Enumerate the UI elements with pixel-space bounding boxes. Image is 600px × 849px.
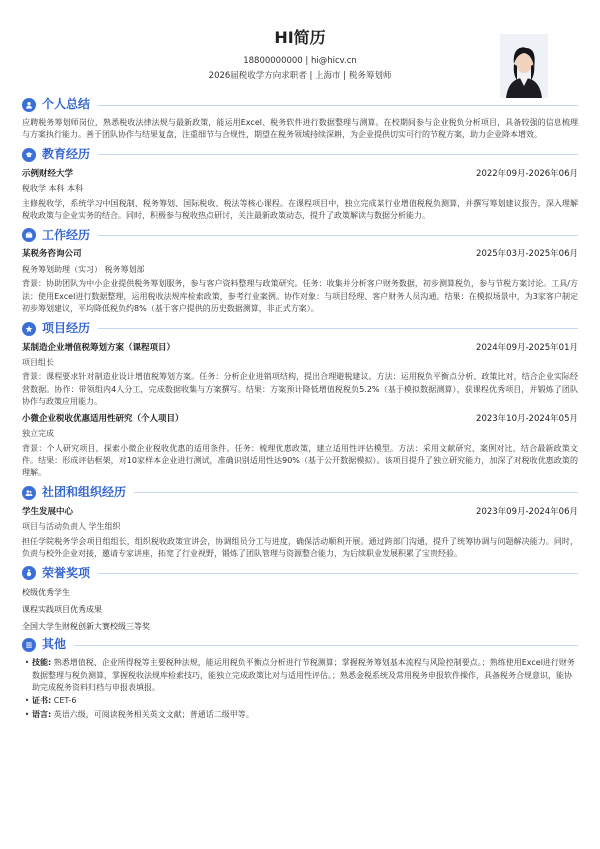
- entry-description: 背景：个人研究项目，探索小微企业税收优惠的适用条件。任务：梳理优惠政策，建立适用性评估模型。方法：采用文献研究、案例对比，结合最新政策文件。结果：形成评估框架，对10家样本企业进行测试，准确识别适用性达90%（基于公开数据模拟）。该项目提升了独立研究能力，加深了对税收优惠政策的理解。: [22, 443, 578, 478]
- entry-subtitle: 项目组长: [22, 357, 54, 367]
- item-text: 英语六级，可阅读税务相关英文文献；普通话二级甲等。: [51, 709, 254, 719]
- star-icon: [22, 322, 36, 336]
- entry-description: 主修税收学，系统学习中国税制、税务筹划、国际税收、税法等核心课程。在课程项目中，独立完成某行业增值税税负测算，并撰写筹划建议报告，深入理解税收政策与企业实务的结合。同时，积极参与税收热点研讨，关注最新政策动态，提升了政策解读与数据分析能力。: [22, 198, 578, 221]
- section-header: [22, 96, 578, 114]
- entry-subtitle: 项目与活动负责人 学生组织: [22, 522, 121, 532]
- profile-photo: [500, 34, 548, 98]
- entry-subtitle: 税务筹划助理（实习） 税务筹划部: [22, 264, 145, 274]
- bullet-icon: •: [24, 709, 30, 719]
- entry-description: 背景：课程要求针对制造业设计增值税筹划方案。任务：分析企业进销项结构，提出合理避税建议。方法：运用税负平衡点分析、政策比对，结合企业实际经营数据。协作：带领组内4人分工，完成数据收集与方案撰写。结果：方案预计降低增值税税负5.2%（基于模拟数据测算），获课程优秀项目，并锻炼了团队协作与政策应用能力。: [22, 372, 578, 407]
- graduation-cap-icon: [22, 148, 36, 162]
- entry-row: [22, 413, 578, 425]
- bullet-icon: •: [24, 658, 30, 668]
- section-header: [22, 146, 578, 164]
- section-header: [22, 226, 578, 244]
- contact-info: 18800000000 | hi@hicv.cn: [243, 56, 357, 66]
- entry-date: 2025年03月-2025年06月: [476, 249, 578, 260]
- profile-photo-image: [500, 34, 548, 98]
- item-label: 语言:: [32, 709, 52, 719]
- section-divider: [98, 573, 578, 574]
- section-title: 教育经历: [42, 147, 91, 162]
- entry-subtitle: 税收学 本科 本科: [22, 184, 84, 194]
- entry-date: 2023年10月-2024年05月: [476, 413, 578, 424]
- section-others: [22, 636, 578, 721]
- section-header: [22, 636, 578, 654]
- entry-date: 2023年09月-2024年06月: [476, 506, 578, 517]
- section-title: 荣誉奖项: [42, 565, 91, 580]
- section-title: 个人总结: [42, 97, 91, 112]
- honor-item: 全国大学生财税创新大赛校级三等奖: [22, 621, 150, 631]
- section-education: [22, 146, 578, 223]
- candidate-name: HI简历: [274, 28, 326, 47]
- section-divider: [98, 328, 578, 329]
- section-summary: [22, 96, 578, 142]
- entry-subtitle: 独立完成: [22, 428, 54, 438]
- item-text: CET-6: [51, 696, 77, 706]
- item-label: 证书:: [32, 696, 52, 706]
- section-clubs: [22, 484, 578, 561]
- entry-row: [22, 506, 578, 518]
- section-divider: [74, 645, 578, 646]
- project-name: 某制造企业增值税筹划方案（课程项目）: [22, 342, 176, 353]
- entry-row: [22, 248, 578, 260]
- section-title: 社团和组织经历: [42, 485, 127, 499]
- section-title: 其他: [42, 637, 67, 652]
- entry-date: 2024年09月-2025年01月: [476, 342, 578, 353]
- section-title: 项目经历: [42, 320, 91, 335]
- project-name: 小微企业税收优惠适用性研究（个人项目）: [22, 413, 184, 424]
- briefcase-icon: [22, 228, 36, 242]
- item-label: 技能:: [32, 658, 52, 668]
- people-icon: [22, 486, 36, 500]
- section-header: [22, 564, 578, 582]
- section-divider: [134, 492, 578, 493]
- list-item: [22, 709, 578, 721]
- section-divider: [98, 235, 578, 236]
- bullet-icon: •: [24, 696, 30, 706]
- resume-header: [22, 0, 578, 92]
- section-divider: [98, 154, 578, 155]
- school-name: 示例财经大学: [22, 168, 74, 179]
- section-title: 工作经历: [42, 227, 91, 242]
- section-honors: [22, 564, 578, 632]
- company-name: 某税务咨询公司: [22, 249, 82, 260]
- user-icon: [22, 98, 36, 112]
- entry-row: [22, 342, 578, 354]
- others-list: [22, 657, 578, 721]
- entry-row: [22, 168, 578, 180]
- list-item: [22, 695, 578, 707]
- section-header: [22, 320, 578, 338]
- honor-item: 课程实践项目优秀成果: [22, 604, 102, 614]
- medal-icon: [22, 566, 36, 580]
- list-item: [22, 657, 578, 694]
- section-projects: [22, 320, 578, 480]
- honor-item: 校级优秀学生: [22, 588, 70, 598]
- entry-description: 担任学院税务学会项目组组长，组织税收政策宣讲会，协调组员分工与进度，确保活动顺利开展。通过跨部门沟通，提升了统筹协调与问题解决能力。同时，负责与校外企业对接，邀请专家讲座，拓宽了行业视野，锻炼了团队管理与资源整合能力，为后续职业发展积累了宝贵经验。: [22, 536, 578, 558]
- job-intent: 2026届税收学方向求职者 | 上海市 | 税务筹划师: [208, 71, 392, 81]
- section-work: [22, 226, 578, 315]
- section-header: [22, 484, 578, 502]
- item-text: 熟悉增值税、企业所得税等主要税种法规，能运用税负平衡点分析进行节税测算；掌握税务筹划基本流程与风险控制要点。；熟练使用Excel进行财务数据整理与税负测算，掌握税收法规库检索技巧，能独立完成政策比对与适用性评估。；熟悉金税系统及常用税务申报软件操作，具备税务合规意识，能协助完成税务资料归档与申报表填报。: [32, 658, 575, 692]
- entry-description: 背景：协助团队为中小企业提供税务筹划服务，参与客户资料整理与政策研究。任务：收集并分析客户财务数据，初步测算税负，参与节税方案讨论。工具/方法：使用Excel进行数据整理，运用税收法规库检索政策，参考行业案例。协作对象：与项目经理、客户财务人员沟通。结果：在模拟场景中，为3家客户制定初步筹划建议，平均降低税负约8%（基于客户提供的历史数据测算，非正式方案）。: [22, 279, 578, 314]
- entry-date: 2022年09月-2026年06月: [476, 168, 578, 179]
- section-divider: [98, 105, 578, 106]
- list-icon: [22, 638, 36, 652]
- summary-text: 应聘税务筹划师岗位，熟悉税收法律法规与最新政策，能运用Excel、税务软件进行数据整理与测算。在校期间参与企业税负分析项目，具备较强的信息梳理与方案执行能力。善于团队协作与结果复盘，注重细节与合规性，期望在税务领域持续深耕，为企业提供切实可行的节税方案，助力企业降本增效。: [22, 118, 578, 140]
- organization-name: 学生发展中心: [22, 506, 74, 517]
